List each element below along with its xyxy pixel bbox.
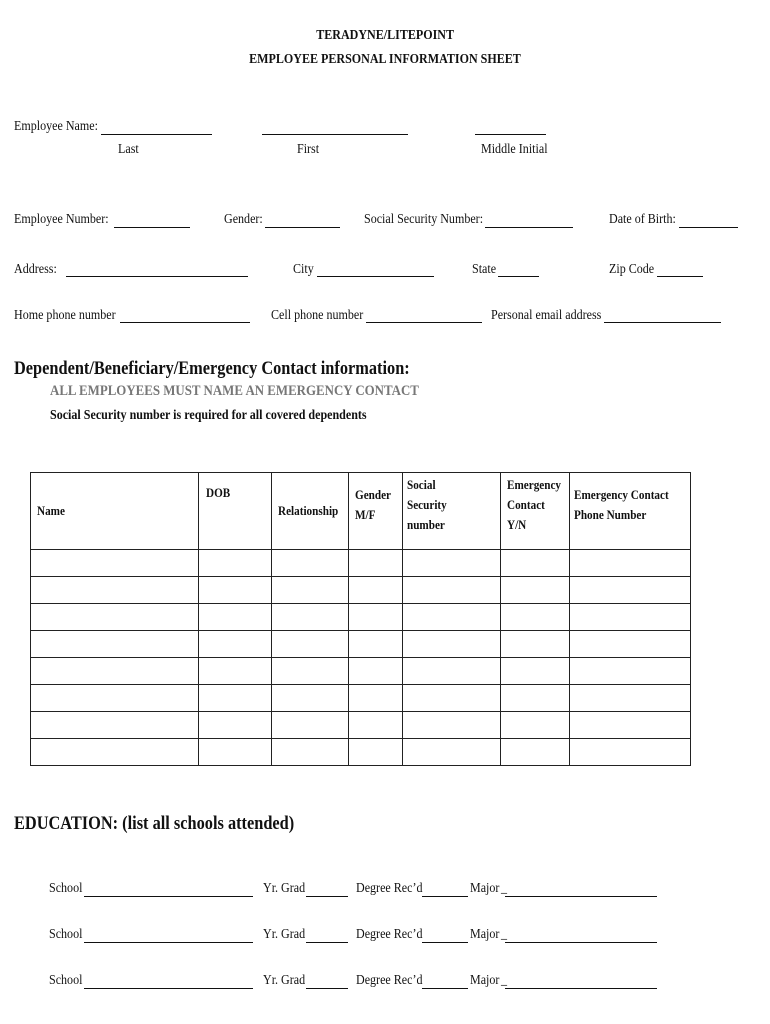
major-prefix: _	[501, 927, 508, 942]
yr-grad-label: Yr. Grad	[263, 927, 306, 942]
degree-label: Degree Rec’d	[356, 973, 423, 988]
table-row	[31, 577, 691, 604]
cell-emergency[interactable]	[500, 739, 570, 766]
cell-dob[interactable]	[198, 604, 271, 631]
cell-phone[interactable]	[570, 604, 691, 631]
cell-name[interactable]	[31, 604, 199, 631]
cell-emergency[interactable]	[500, 550, 570, 577]
emergency-contact-notice: ALL EMPLOYEES MUST NAME AN EMERGENCY CONTACT	[50, 383, 419, 399]
table-header-row	[31, 473, 691, 550]
first-caption: First	[297, 142, 320, 157]
cell-relationship[interactable]	[271, 550, 348, 577]
degree-field[interactable]	[422, 942, 468, 943]
cell-gender[interactable]	[348, 685, 402, 712]
cell-dob[interactable]	[198, 658, 271, 685]
cell-name[interactable]	[31, 739, 199, 766]
table-row	[31, 550, 691, 577]
zip-field[interactable]	[657, 276, 703, 277]
major-field[interactable]	[505, 988, 657, 989]
cell-gender[interactable]	[348, 739, 402, 766]
cell-emergency[interactable]	[500, 631, 570, 658]
col-ssn: Social Security number	[402, 473, 500, 550]
middle-initial-caption: Middle Initial	[481, 142, 548, 157]
cell-name[interactable]	[31, 631, 199, 658]
major-label: Major	[470, 881, 500, 896]
table-row	[31, 712, 691, 739]
employee-number-field[interactable]	[114, 227, 190, 228]
school-label: School	[49, 881, 83, 896]
major-field[interactable]	[505, 942, 657, 943]
table-row	[31, 658, 691, 685]
dob-label: Date of Birth:	[609, 212, 676, 227]
cell-phone[interactable]	[570, 631, 691, 658]
dependents-table	[30, 472, 691, 766]
yr-grad-label: Yr. Grad	[263, 881, 306, 896]
city-field[interactable]	[317, 276, 434, 277]
state-field[interactable]	[498, 276, 539, 277]
cell-gender[interactable]	[348, 631, 402, 658]
col-emergency-phone: Emergency Contact Phone Number	[570, 473, 691, 550]
first-name-field[interactable]	[262, 134, 408, 135]
cell-phone-field[interactable]	[366, 322, 482, 323]
cell-emergency[interactable]	[500, 577, 570, 604]
school-field[interactable]	[84, 988, 253, 989]
gender-field[interactable]	[265, 227, 340, 228]
cell-phone[interactable]	[570, 658, 691, 685]
cell-phone[interactable]	[570, 577, 691, 604]
degree-field[interactable]	[422, 988, 468, 989]
cell-relationship[interactable]	[271, 658, 348, 685]
table-row	[31, 631, 691, 658]
major-prefix: _	[501, 881, 508, 896]
cell-emergency[interactable]	[500, 712, 570, 739]
cell-emergency[interactable]	[500, 658, 570, 685]
cell-name[interactable]	[31, 685, 199, 712]
cell-ssn[interactable]	[402, 658, 500, 685]
home-phone-label: Home phone number	[14, 308, 116, 323]
home-phone-field[interactable]	[120, 322, 250, 323]
cell-name[interactable]	[31, 712, 199, 739]
degree-field[interactable]	[422, 896, 468, 897]
yr-grad-field[interactable]	[306, 988, 348, 989]
cell-dob[interactable]	[198, 685, 271, 712]
cell-ssn[interactable]	[402, 577, 500, 604]
address-field[interactable]	[66, 276, 248, 277]
cell-relationship[interactable]	[271, 685, 348, 712]
cell-ssn[interactable]	[402, 712, 500, 739]
cell-phone[interactable]	[570, 712, 691, 739]
table-row	[31, 604, 691, 631]
col-gender: Gender M/F	[348, 473, 402, 550]
major-field[interactable]	[505, 896, 657, 897]
cell-name[interactable]	[31, 577, 199, 604]
employee-name-label: Employee Name:	[14, 119, 98, 134]
cell-ssn[interactable]	[402, 739, 500, 766]
education-heading: EDUCATION: (list all schools attended)	[14, 813, 295, 834]
yr-grad-field[interactable]	[306, 942, 348, 943]
cell-name[interactable]	[31, 658, 199, 685]
cell-emergency[interactable]	[500, 685, 570, 712]
cell-relationship[interactable]	[271, 604, 348, 631]
email-label: Personal email address	[491, 308, 602, 323]
zip-label: Zip Code	[609, 262, 655, 277]
cell-phone-label: Cell phone number	[271, 308, 364, 323]
address-label: Address:	[14, 262, 57, 277]
school-label: School	[49, 927, 83, 942]
school-field[interactable]	[84, 942, 253, 943]
cell-ssn[interactable]	[402, 550, 500, 577]
cell-gender[interactable]	[348, 577, 402, 604]
ssn-required-notice: Social Security number is required for all covered dependents	[50, 408, 367, 423]
table-row	[31, 739, 691, 766]
gender-label: Gender:	[224, 212, 263, 227]
cell-dob[interactable]	[198, 550, 271, 577]
cell-name[interactable]	[31, 550, 199, 577]
degree-label: Degree Rec’d	[356, 927, 423, 942]
cell-phone[interactable]	[570, 550, 691, 577]
cell-gender[interactable]	[348, 604, 402, 631]
school-field[interactable]	[84, 896, 253, 897]
cell-relationship[interactable]	[271, 577, 348, 604]
cell-ssn[interactable]	[402, 631, 500, 658]
school-label: School	[49, 973, 83, 988]
col-name: Name	[31, 473, 199, 550]
cell-ssn[interactable]	[402, 604, 500, 631]
cell-gender[interactable]	[348, 550, 402, 577]
degree-label: Degree Rec’d	[356, 881, 423, 896]
major-label: Major	[470, 973, 500, 988]
dob-field[interactable]	[679, 227, 738, 228]
cell-phone[interactable]	[570, 685, 691, 712]
city-label: City	[293, 262, 314, 277]
employee-number-label: Employee Number:	[14, 212, 109, 227]
cell-dob[interactable]	[198, 577, 271, 604]
major-prefix: _	[501, 973, 508, 988]
last-name-field[interactable]	[101, 134, 212, 135]
cell-phone[interactable]	[570, 739, 691, 766]
dependents-heading: Dependent/Beneficiary/Emergency Contact information:	[14, 358, 410, 379]
cell-ssn[interactable]	[402, 685, 500, 712]
cell-dob[interactable]	[198, 739, 271, 766]
form-title: EMPLOYEE PERSONAL INFORMATION SHEET	[249, 52, 521, 67]
email-field[interactable]	[604, 322, 721, 323]
yr-grad-field[interactable]	[306, 896, 348, 897]
state-label: State	[472, 262, 497, 277]
company-name: TERADYNE/LITEPOINT	[316, 28, 454, 43]
cell-relationship[interactable]	[271, 631, 348, 658]
cell-relationship[interactable]	[271, 712, 348, 739]
major-label: Major	[470, 927, 500, 942]
cell-gender[interactable]	[348, 712, 402, 739]
cell-gender[interactable]	[348, 658, 402, 685]
ssn-label: Social Security Number:	[364, 212, 484, 227]
cell-dob[interactable]	[198, 712, 271, 739]
cell-relationship[interactable]	[271, 739, 348, 766]
col-relationship: Relationship	[271, 473, 348, 550]
col-emergency-contact: Emergency Contact Y/N	[500, 473, 570, 550]
cell-emergency[interactable]	[500, 604, 570, 631]
middle-initial-field[interactable]	[475, 134, 546, 135]
table-row	[31, 685, 691, 712]
col-dob: DOB	[198, 473, 271, 550]
cell-dob[interactable]	[198, 631, 271, 658]
ssn-field[interactable]	[485, 227, 573, 228]
yr-grad-label: Yr. Grad	[263, 973, 306, 988]
last-caption: Last	[118, 142, 139, 157]
